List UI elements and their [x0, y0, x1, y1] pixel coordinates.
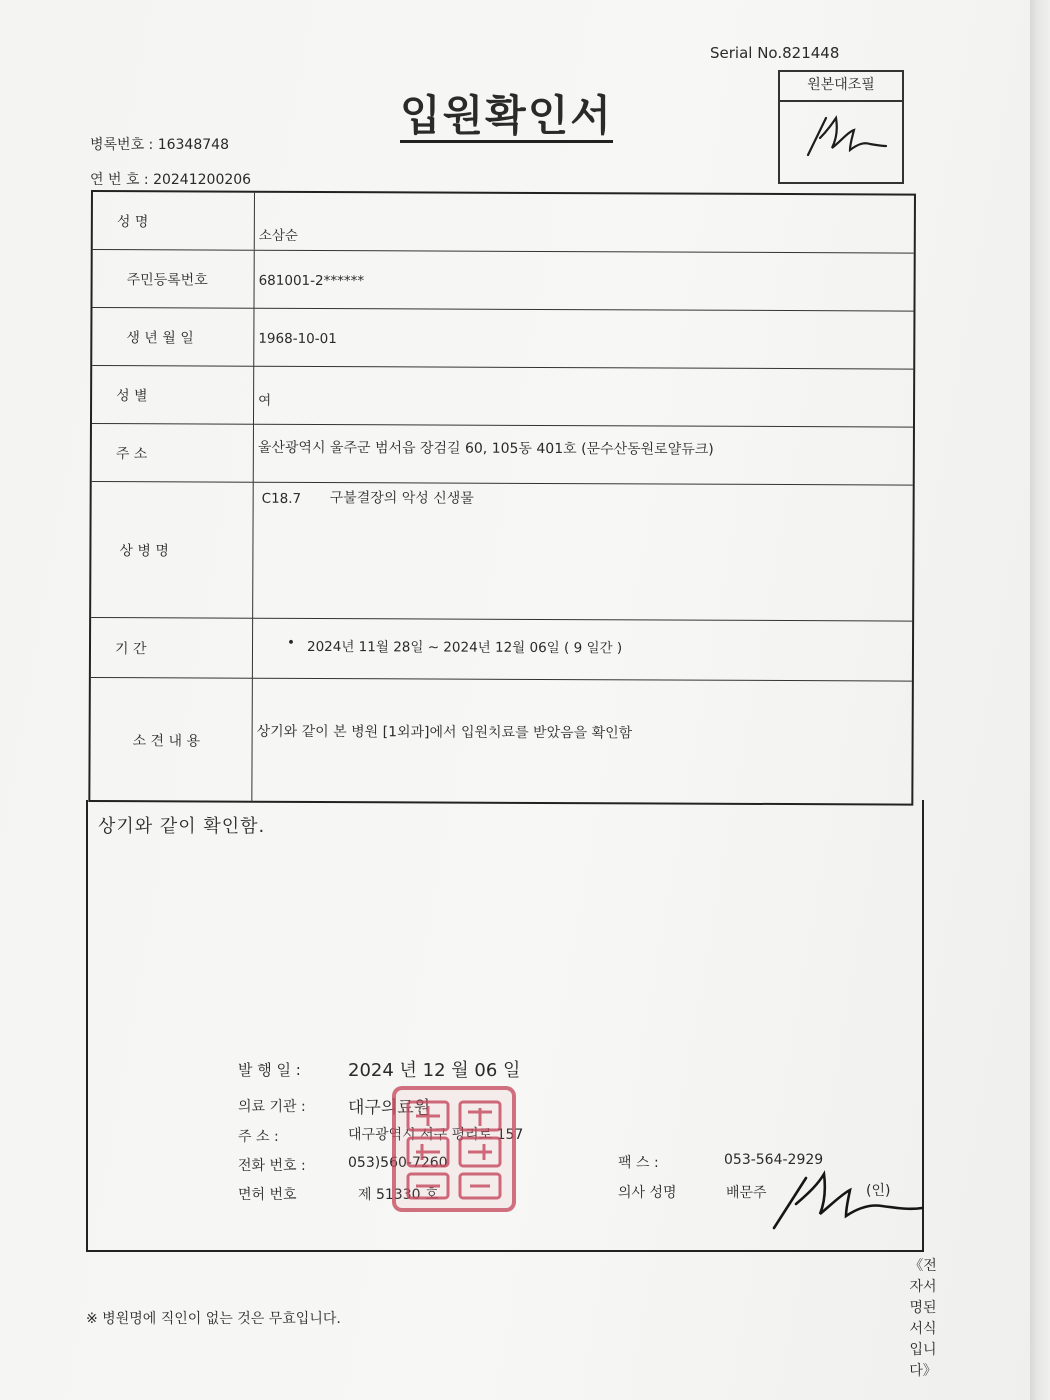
info-table: [88, 190, 916, 806]
record-number: 병록번호 : 16348748: [90, 137, 229, 153]
invalid-without-seal-notice: ※ 병원명에 직인이 없는 것은 무효입니다.: [86, 1311, 341, 1327]
row-sex: [92, 365, 913, 428]
document-title: 입원확인서: [400, 92, 613, 143]
opinion-value: 상기와 같이 본 병원 [1외과]에서 입원치료를 받았음을 확인함: [256, 723, 633, 742]
issue-date-value: 2024 년 12 월 06 일: [348, 1060, 521, 1081]
phone-label: 전화 번호 :: [238, 1158, 306, 1174]
fax-value: 053-564-2929: [724, 1152, 824, 1168]
doctor-label: 의사 성명: [618, 1185, 677, 1201]
sex-label: 성 별: [116, 388, 148, 405]
serial-number: Serial No.821448: [710, 44, 840, 62]
row-name: [93, 192, 914, 253]
signature-mark: [798, 110, 888, 160]
row-dob: [92, 307, 913, 370]
paper-edge: [1030, 0, 1050, 1400]
row-address: [92, 423, 913, 486]
copy-verified-box: [778, 70, 904, 184]
sex-value: 여: [258, 392, 272, 409]
hospital-seal-stamp: [392, 1086, 516, 1212]
institution-value: 대구의료원: [348, 1098, 431, 1118]
period-bullet: •: [286, 634, 296, 651]
seal-glyphs: [400, 1094, 510, 1206]
row-period: [91, 617, 912, 682]
issue-date-label: 발 행 일 :: [238, 1061, 301, 1079]
license-value: 제 51330 호: [358, 1187, 439, 1203]
diagnosis-label: 상 병 명: [119, 543, 169, 560]
rrn-label: 주민등록번호: [126, 272, 208, 289]
e-signed-notice: 《전자서명된서식입니다》: [909, 1258, 937, 1379]
address-label: 주 소: [115, 446, 148, 463]
address-value: 울산광역시 울주군 범서읍 장검길 60, 105동 401호 (문수산동원로얄듀크): [257, 439, 714, 458]
serial-no-line: 연 번 호 : 20241200206: [90, 172, 252, 188]
opinion-label: 소 견 내 용: [132, 732, 201, 749]
row-diagnosis: [91, 481, 913, 622]
diagnosis-code: C18.7: [261, 490, 302, 507]
address-issuer-value: 대구광역시 서구 평리로 157: [348, 1127, 524, 1143]
dob-value: 1968-10-01: [258, 330, 337, 348]
dob-label: 생 년 월 일: [126, 330, 194, 347]
rrn-value: 681001-2******: [258, 272, 365, 290]
period-label: 기 간: [114, 641, 147, 658]
confirm-text: 상기와 같이 확인함.: [98, 816, 266, 837]
fax-label: 팩 스 :: [618, 1155, 659, 1171]
institution-label: 의료 기관 :: [238, 1099, 306, 1115]
name-label: 성 명: [116, 213, 149, 230]
doctor-value: 배문주: [726, 1185, 767, 1201]
doctor-signature: [766, 1160, 926, 1235]
name-value: 소삼순: [258, 227, 298, 244]
copy-box-label: 원본대조필: [780, 72, 902, 102]
row-opinion: [90, 677, 912, 805]
address-issuer-label: 주 소 :: [238, 1129, 279, 1145]
row-rrn: [92, 249, 913, 312]
diagnosis-name: 구불결장의 악성 신생물: [329, 490, 474, 507]
seal-mark: (인): [866, 1183, 891, 1199]
license-label: 면허 번호: [238, 1187, 297, 1203]
period-value: 2024년 11월 28일 ~ 2024년 12월 06일 ( 9 일간 ): [306, 638, 623, 657]
phone-value: 053)560-7260: [348, 1155, 448, 1171]
